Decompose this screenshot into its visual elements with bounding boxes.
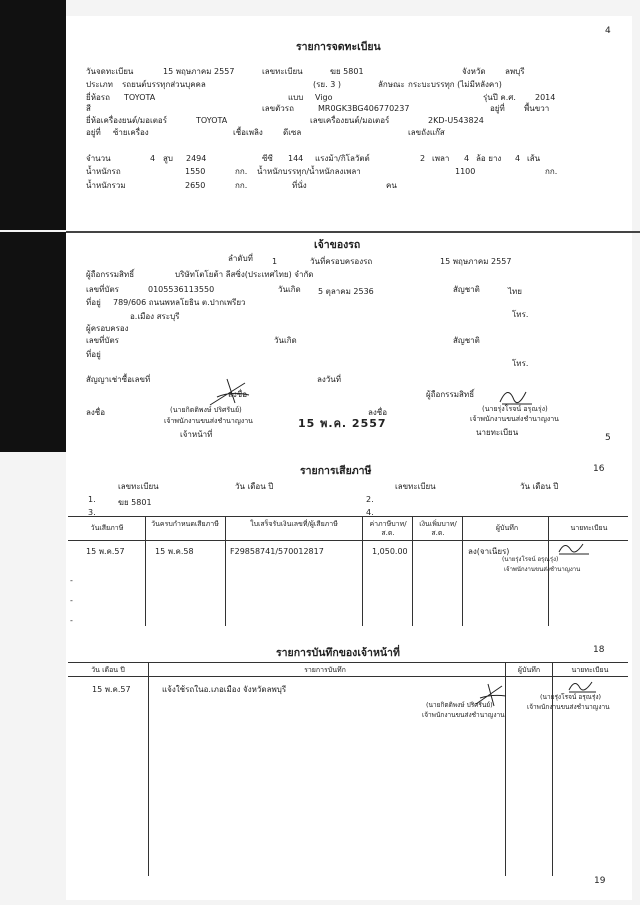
tax-reg-header-2: เลขทะเบียน bbox=[395, 482, 436, 491]
wheels: 4 bbox=[464, 154, 470, 163]
fuel-label: เชื้อเพลิง bbox=[233, 128, 263, 137]
holder-nationality-label: สัญชาติ bbox=[453, 336, 480, 345]
tax-table-header-line bbox=[68, 540, 628, 541]
sign-label: ลงชื่อ bbox=[228, 390, 248, 399]
black-margin-middle bbox=[0, 232, 66, 452]
tax-reg-header: เลขทะเบียน bbox=[118, 482, 159, 491]
seats-label: ที่นั่ง bbox=[292, 181, 307, 190]
notes-title: รายการบันทึกของเจ้าหน้าที่ bbox=[276, 647, 400, 659]
black-margin-top bbox=[0, 0, 66, 230]
tax-date-header-2: วัน เดือน ปี bbox=[520, 482, 559, 491]
officer-position: เจ้าพนักงานขนส่งชำนาญงาน bbox=[164, 417, 253, 425]
lease-date-label: ลงวันที่ bbox=[317, 375, 342, 384]
horsepower: 144 bbox=[288, 154, 304, 163]
tires: 4 bbox=[515, 154, 521, 163]
tax-row-number: 1. bbox=[88, 495, 96, 504]
tax-row-number: 4. bbox=[366, 508, 374, 517]
holder-address-label: ที่อยู่ bbox=[86, 350, 101, 359]
holder-label: ผู้ครอบครอง bbox=[86, 324, 129, 333]
tax-row-number: 2. bbox=[366, 495, 374, 504]
tax-empty-row-mark: - bbox=[70, 596, 73, 605]
brand-label: ยี่ห้อรถ bbox=[86, 93, 110, 102]
tax-empty-row-mark: - bbox=[70, 576, 73, 585]
tax-reg-number: ฆย 5801 bbox=[118, 498, 152, 507]
year-label: รุ่นปี ค.ศ. bbox=[483, 93, 516, 102]
model-label: แบบ bbox=[288, 93, 304, 102]
note-officer-name: (นายกิตติพงษ์ ปริศรันย์) bbox=[426, 701, 493, 709]
owner-sign-label: ผู้ถือกรรมสิทธิ์ bbox=[426, 390, 475, 399]
tax-empty-row-mark: - bbox=[70, 616, 73, 625]
chassis-pos-label: อยู่ที่ bbox=[490, 104, 505, 113]
holder-dob-label: วันเกิด bbox=[274, 336, 297, 345]
tax-date-header: วัน เดือน ปี bbox=[235, 482, 274, 491]
reg-date-label: วันจดทะเบียน bbox=[86, 67, 134, 76]
body-type: กระบะบรรทุก (ไม่มีหลังคา) bbox=[408, 80, 502, 89]
cylinders: 4 bbox=[150, 154, 156, 163]
tax-col-header: ใบเสร็จรับเงินเลขที่/ผู้เสียภาษี bbox=[250, 520, 338, 528]
owner-address-label: ที่อยู่ bbox=[86, 298, 101, 307]
holder-tel-label: โทร. bbox=[512, 359, 529, 368]
tax-receipt: F29858741/570012817 bbox=[230, 547, 324, 556]
note-officer-position: เจ้าพนักงานขนส่งชำนาญงาน bbox=[422, 711, 505, 719]
tax-table-top bbox=[68, 516, 628, 517]
chassis-label: เลขตัวรถ bbox=[262, 104, 294, 113]
seq-label: ลำดับที่ bbox=[228, 254, 253, 263]
tax-col-header: วันเสียภาษี bbox=[90, 524, 124, 532]
weight-unit: กก. bbox=[235, 167, 248, 176]
owner-dob-label: วันเกิด bbox=[278, 285, 301, 294]
engine-no-label: เลขเครื่องยนต์/มอเตอร์ bbox=[310, 116, 390, 125]
weight: 1550 bbox=[185, 167, 206, 176]
tax-due-date: 15 พ.ค.58 bbox=[155, 547, 194, 556]
page-number: 16 bbox=[593, 464, 605, 474]
page-number: 4 bbox=[605, 26, 611, 36]
notes-registrar-header: นายทะเบียน bbox=[571, 666, 609, 674]
owner-nationality: ไทย bbox=[508, 287, 522, 296]
body-label: ลักษณะ bbox=[378, 80, 405, 89]
province: ลพบุรี bbox=[505, 67, 525, 76]
seats-unit: คน bbox=[386, 181, 397, 190]
registrar-role: นายทะเบียน bbox=[476, 428, 519, 437]
axles: 2 bbox=[420, 154, 426, 163]
possess-date-label: วันที่ครอบครองรถ bbox=[310, 257, 373, 266]
note-text: แจ้งใช้รถในอ.เภอเมือง จังหวัดลพบุรี bbox=[162, 685, 287, 694]
province-label: จังหวัด bbox=[462, 67, 486, 76]
engine-pos: ซ้ายเครื่อง bbox=[113, 128, 149, 137]
holder-id-label: เลขที่บัตร bbox=[86, 336, 119, 345]
seq: 1 bbox=[272, 257, 278, 266]
notes-table-top bbox=[68, 662, 628, 663]
model-year: 2014 bbox=[535, 93, 556, 102]
registrar-sign-label: ลงชื่อ bbox=[368, 408, 388, 417]
owner-nationality-label: สัญชาติ bbox=[453, 285, 480, 294]
page-number: 5 bbox=[605, 433, 611, 443]
engine-pos-label: อยู่ที่ bbox=[86, 128, 101, 137]
registration-title: รายการจดทะเบียน bbox=[296, 41, 381, 53]
owner-id-label: เลขที่บัตร bbox=[86, 285, 119, 294]
owner-tel-label: โทร. bbox=[512, 310, 529, 319]
tax-amount: 1,050.00 bbox=[372, 547, 408, 556]
cc: 2494 bbox=[186, 154, 207, 163]
reg-date: 15 พฤษภาคม 2557 bbox=[163, 67, 235, 76]
page-number: 18 bbox=[593, 645, 605, 655]
notes-date-header: วัน เดือน ปี bbox=[91, 666, 125, 674]
reg-no-label: เลขทะเบียน bbox=[262, 67, 303, 76]
tax-registrar-signature bbox=[555, 538, 595, 558]
brand: TOYOTA bbox=[124, 93, 156, 102]
cc-label: ซีซี bbox=[262, 154, 273, 163]
section-divider bbox=[66, 231, 640, 233]
engine-brand-label: ยี่ห้อเครื่องยนต์/มอเตอร์ bbox=[86, 116, 168, 125]
owner-title: เจ้าของรถ bbox=[314, 239, 361, 251]
count-label: จำนวน bbox=[86, 154, 111, 163]
tax-row-number: 3. bbox=[88, 508, 96, 517]
possess-date: 15 พฤษภาคม 2557 bbox=[440, 257, 512, 266]
tax-col-line bbox=[462, 516, 463, 626]
document-page bbox=[66, 16, 632, 900]
vehicle-type: รถยนต์บรรทุกส่วนบุคคล bbox=[122, 80, 206, 89]
notes-table-header-line bbox=[68, 676, 628, 677]
reg-no: ฆย 5801 bbox=[330, 67, 364, 76]
color-label: สี bbox=[86, 104, 91, 113]
cylinders-label: สูบ bbox=[163, 154, 173, 163]
note-date: 15 พ.ค.57 bbox=[92, 685, 131, 694]
tax-registrar: (นายรุ่งโรจน์ อรุณรุ่ง) bbox=[502, 556, 559, 563]
vehicle-type-code: (รย. 3 ) bbox=[313, 80, 341, 89]
total-weight: 2650 bbox=[185, 181, 206, 190]
tax-col-header: ผู้บันทึก bbox=[495, 524, 519, 532]
tires-label: เส้น bbox=[527, 154, 541, 163]
owner-id: 0105536113550 bbox=[148, 285, 215, 294]
notes-col-line bbox=[148, 662, 149, 876]
total-weight-label: น้ำหนักรวม bbox=[86, 181, 126, 190]
tax-paid-date: 15 พ.ค.57 bbox=[86, 547, 125, 556]
tax-col-header: นายทะเบียน bbox=[570, 524, 608, 532]
tax-col-header: เงินเพิ่มบาท/ส.ต. bbox=[419, 520, 457, 537]
officer-role: เจ้าหน้าที่ bbox=[180, 430, 213, 439]
page-number: 19 bbox=[594, 876, 606, 886]
officer-name: (นายกิตติพงษ์ ปริศรันย์) bbox=[170, 406, 242, 414]
notes-recorder-header: ผู้บันทึก bbox=[517, 666, 541, 674]
owner-dob: 5 ตุลาคม 2536 bbox=[318, 287, 374, 296]
engine-brand: TOYOTA bbox=[196, 116, 228, 125]
owner-label: ผู้ถือกรรมสิทธิ์ bbox=[86, 270, 135, 279]
chassis-pos: พื้นขวา bbox=[524, 104, 550, 113]
fuel: ดีเซล bbox=[283, 128, 302, 137]
load-label: น้ำหนักบรรทุก/น้ำหนักลงเพลา bbox=[257, 167, 361, 176]
note-registrar-position: เจ้าพนักงานขนส่งชำนาญงาน bbox=[527, 703, 610, 711]
engine-number: 2KD-U543824 bbox=[428, 116, 484, 125]
tax-col-line bbox=[362, 516, 363, 626]
tax-col-line bbox=[225, 516, 226, 626]
tax-col-line bbox=[412, 516, 413, 626]
stamp-date: 15 พ.ค. 2557 bbox=[298, 417, 387, 430]
tax-title: รายการเสียภาษี bbox=[300, 465, 372, 477]
tax-col-header: ค่าภาษีบาท/ส.ต. bbox=[369, 520, 407, 537]
officer-sign-label: ลงชื่อ bbox=[86, 408, 106, 417]
type-label: ประเภท bbox=[86, 80, 113, 89]
owner-name: บริษัทโตโยต้า ลีสซิ่ง(ประเทศไทย) จำกัด bbox=[175, 270, 314, 279]
owner-address-line2: อ.เมือง สระบุรี bbox=[130, 312, 180, 321]
horsepower-label: แรงม้า/กิโลวัตต์ bbox=[315, 154, 370, 163]
note-registrar-name: (นายรุ่งโรจน์ อรุณรุ่ง) bbox=[540, 693, 602, 701]
load-unit: กก. bbox=[545, 167, 558, 176]
owner-address-line1: 789/606 ถนนพหลโยธิน ต.ปากเพรียว bbox=[113, 298, 246, 307]
axles-label: เพลา bbox=[432, 154, 450, 163]
tax-recorder: ลง(จาเนียร) bbox=[468, 547, 510, 556]
total-weight-unit: กก. bbox=[235, 181, 248, 190]
tax-registrar-position: เจ้าพนักงานขนส่งชำนาญงาน bbox=[504, 566, 581, 573]
gas-tank-label: เลขถังแก๊ส bbox=[408, 128, 445, 137]
registrar-position: เจ้าพนักงานขนส่งชำนาญงาน bbox=[470, 415, 559, 423]
model: Vigo bbox=[315, 93, 333, 102]
chassis-number: MR0GK3BG406770237 bbox=[318, 104, 410, 113]
weight-label: น้ำหนักรถ bbox=[86, 167, 121, 176]
tax-col-header: วันครบกำหนดเสียภาษี bbox=[151, 520, 219, 528]
load: 1100 bbox=[455, 167, 476, 176]
wheels-label: ล้อ ยาง bbox=[476, 154, 502, 163]
registrar-name: (นายรุ่งโรจน์ อรุณรุ่ง) bbox=[482, 405, 548, 413]
notes-item-header: รายการบันทึก bbox=[304, 666, 346, 674]
tax-col-line bbox=[145, 516, 146, 626]
lease-label: สัญญาเช่าซื้อเลขที่ bbox=[86, 375, 151, 384]
